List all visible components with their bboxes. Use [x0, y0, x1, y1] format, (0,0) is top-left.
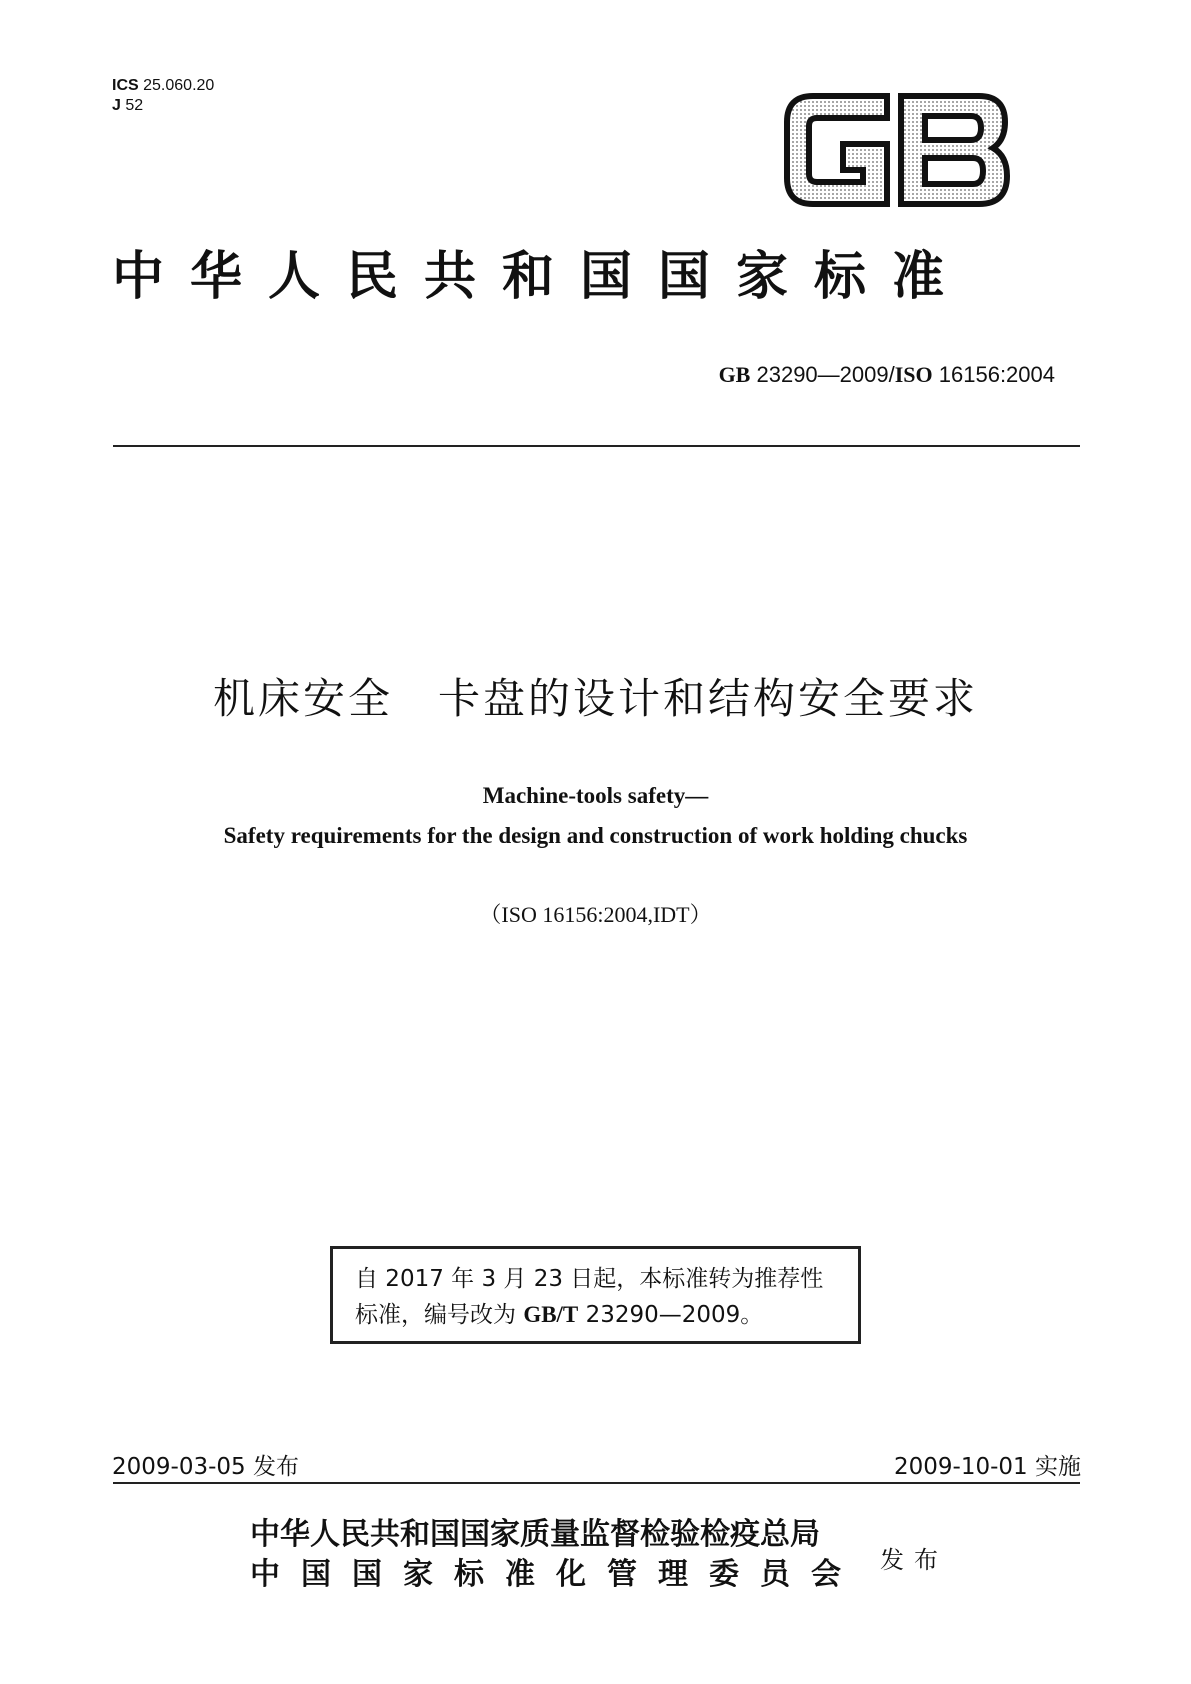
title-en-line1: Machine-tools safety—: [482, 783, 709, 808]
class-code: [112, 96, 214, 116]
notice-line2-post: 23290—2009。: [578, 1302, 764, 1328]
notice-line2: [355, 1297, 836, 1333]
issuer-aqsiq: 中华人民共和国国家质量监督检验检疫总局: [250, 1517, 820, 1552]
document-title-cn: 机床安全 卡盘的设计和结构安全要求: [212, 674, 978, 723]
gb-number: 23290—2009/: [756, 362, 895, 387]
gb-prefix: GB: [718, 362, 751, 387]
footer-divider: [113, 1482, 1080, 1484]
status-notice-box: [330, 1246, 861, 1344]
ics-label: ICS: [112, 77, 139, 94]
standard-number: [719, 362, 1055, 388]
notice-line1: 自 2017 年 3 月 23 日起，本标准转为推荐性: [355, 1266, 824, 1292]
ics-value: 25.060.20: [143, 77, 215, 94]
publish-label: 发布: [880, 1546, 948, 1574]
issue-date: 2009-03-05 发布: [112, 1454, 299, 1480]
effective-date: 2009-10-01 实施: [894, 1454, 1081, 1480]
class-label: J: [112, 97, 121, 114]
iso-prefix: ISO: [894, 362, 933, 387]
iso-reference: （ISO 16156:2004,IDT）: [479, 902, 712, 927]
document-title-en: [0, 776, 1191, 856]
notice-code: GB/T: [523, 1302, 579, 1327]
issuer-sac: 中国国家标准化管理委员会: [250, 1557, 862, 1592]
gb-logo: [783, 88, 1013, 212]
title-en-line2: Safety requirements for the design and construction of work holding chucks: [223, 823, 968, 848]
notice-line2-pre: 标准，编号改为: [355, 1302, 524, 1328]
class-value: 52: [125, 97, 144, 114]
national-standard-title: 中华人民共和国国家标准: [112, 246, 971, 307]
header-divider: [113, 445, 1080, 447]
classification-codes: [112, 76, 214, 116]
ics-code: [112, 76, 214, 96]
issuing-authorities: [250, 1515, 862, 1595]
iso-number: 16156:2004: [938, 362, 1055, 387]
